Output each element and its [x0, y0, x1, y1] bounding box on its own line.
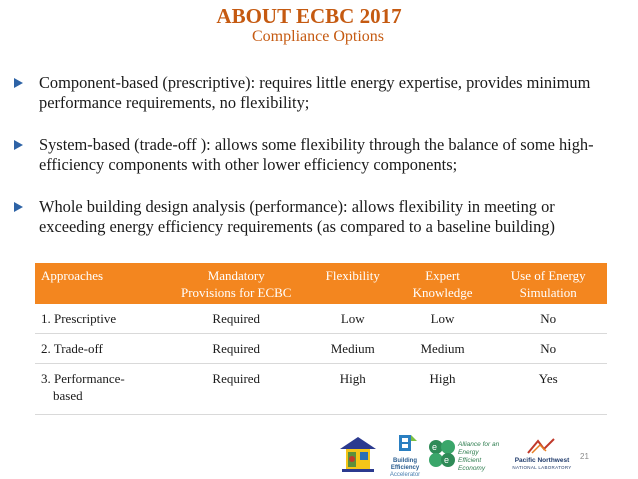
pnnl-logo: Pacific Northwest NATIONAL LABORATORY [504, 437, 580, 473]
table-header-row [35, 263, 607, 304]
bullet-trade-off [14, 135, 624, 175]
page-subtitle: Compliance Options [252, 28, 384, 45]
svg-text:e: e [444, 455, 450, 465]
cell-approach: 3. Performance- based [35, 364, 163, 415]
cell-simulation: Yes [489, 364, 607, 415]
bullet-arrow-icon [14, 140, 23, 150]
table-row [35, 334, 607, 364]
page-number: 21 [580, 452, 589, 461]
bea-mark-icon [386, 433, 424, 453]
header-simulation: Use of Energy Simulation [510, 268, 586, 300]
compliance-table [35, 263, 607, 415]
aeee-mark-icon [428, 439, 456, 469]
bea-logo: Building Efficiency Accelerator [386, 433, 424, 477]
header-mandatory: Mandatory Provisions for ECBC [180, 268, 292, 300]
cell-approach: 1. Prescriptive [35, 304, 163, 334]
bullet-text: Component-based (prescriptive): requires little energy expertise, provides minimum performance requirements, no flexibility; [39, 73, 591, 112]
cell-expert: Low [396, 304, 490, 334]
page-title: ABOUT ECBC 2017 [216, 4, 402, 28]
bullet-text: System-based (trade-off ): allows some flexibility through the balance of some high-efficiency components with other lower efficiency components; [39, 135, 594, 174]
cell-flexibility: High [310, 364, 396, 415]
cell-flexibility: Low [310, 304, 396, 334]
bullet-performance [14, 197, 624, 237]
header-flexibility: Flexibility [325, 268, 380, 283]
pnnl-mark-icon [526, 437, 556, 455]
cell-flexibility: Medium [310, 334, 396, 364]
cell-expert: High [396, 364, 490, 415]
bullet-prescriptive [14, 73, 624, 113]
cell-mandatory: Required [163, 364, 310, 415]
cell-mandatory: Required [163, 304, 310, 334]
aeee-logo: e e Alliance for an Energy Efficient Economy [428, 439, 500, 471]
header-approaches: Approaches [41, 268, 104, 283]
header-expert: Expert Knowledge [412, 268, 473, 300]
bullet-arrow-icon [14, 202, 23, 212]
bullet-arrow-icon [14, 78, 23, 88]
table-row [35, 364, 607, 415]
title-block [0, 4, 638, 46]
partner-logos [338, 433, 638, 478]
bee-house-logo-icon [338, 435, 378, 473]
table-row [35, 304, 607, 334]
cell-approach: 2. Trade-off [35, 334, 163, 364]
bullet-list [14, 73, 624, 259]
svg-text:e: e [432, 442, 438, 452]
cell-mandatory: Required [163, 334, 310, 364]
cell-simulation: No [489, 304, 607, 334]
cell-simulation: No [489, 334, 607, 364]
cell-expert: Medium [396, 334, 490, 364]
bullet-text: Whole building design analysis (performance): allows flexibility in meeting or exceeding energy efficiency requirements (as compared to a baseline building) [39, 197, 555, 236]
